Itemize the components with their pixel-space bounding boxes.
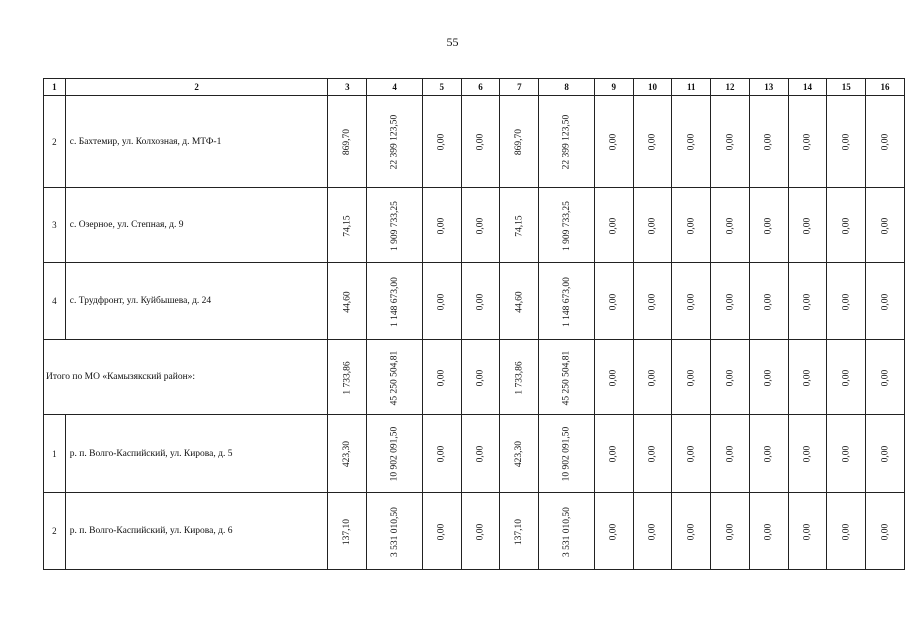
table-cell-value: 137,10 — [514, 518, 525, 545]
table-cell — [672, 96, 711, 188]
table-cell-value: 0,00 — [841, 217, 852, 234]
table-cell-value: 0,00 — [725, 217, 735, 234]
column-header: 6 — [461, 79, 500, 96]
column-header: 14 — [788, 79, 827, 96]
table-cell — [367, 188, 423, 263]
table-cell-value: 0,00 — [802, 217, 813, 234]
table-cell-value: 0,00 — [647, 523, 658, 540]
column-header: 2 — [65, 79, 328, 96]
table-cell — [633, 493, 672, 570]
table-cell-value: 0,00 — [436, 369, 447, 386]
table-cell-value: 0,00 — [763, 445, 774, 463]
table-cell — [827, 96, 866, 188]
table-cell — [866, 96, 905, 188]
column-header: 11 — [672, 79, 711, 96]
table-cell — [328, 188, 367, 263]
table-cell-value: 3 531 010,50 — [389, 506, 400, 557]
table-cell-value: 0,00 — [475, 293, 486, 310]
table-cell-value: 0,00 — [802, 523, 813, 540]
table-cell — [711, 493, 750, 570]
table-cell-value: 0,00 — [841, 133, 852, 151]
table-cell-value: 10 902 091,50 — [389, 426, 400, 482]
table-cell — [672, 415, 711, 493]
table-cell-value: 423,30 — [342, 440, 353, 468]
table-cell-value: 1 148 673,00 — [389, 276, 400, 327]
table-cell-value: 1 733,86 — [514, 360, 525, 395]
table-cell — [711, 340, 750, 415]
table-cell-value: 0,00 — [647, 293, 658, 310]
column-header: 7 — [500, 79, 539, 96]
table-cell-value: 0,00 — [763, 523, 774, 540]
table-cell — [422, 340, 461, 415]
table-cell — [788, 188, 827, 263]
table-cell-value: 1 909 733,25 — [389, 200, 400, 251]
table-cell — [788, 340, 827, 415]
table-cell-value: 869,70 — [342, 128, 353, 156]
table-cell-value: 0,00 — [647, 445, 658, 463]
table-cell-value: 0,00 — [802, 133, 813, 151]
table-cell — [594, 493, 633, 570]
table-cell-value: 0,00 — [686, 133, 697, 151]
table-cell-value: 0,00 — [686, 445, 697, 463]
table-cell-value: 0,00 — [647, 217, 658, 234]
table-cell — [749, 188, 788, 263]
table-cell — [749, 493, 788, 570]
table-cell-value: 45 250 504,81 — [561, 350, 572, 405]
table-cell — [866, 188, 905, 263]
table-cell — [827, 340, 866, 415]
table-cell-value: 137,10 — [342, 518, 353, 545]
table-cell — [633, 188, 672, 263]
table-cell-value: 0,00 — [686, 523, 697, 540]
table-cell — [367, 96, 423, 188]
table-cell — [866, 493, 905, 570]
address-cell: с. Трудфронт, ул. Куйбышева, д. 24 — [65, 263, 328, 340]
table-cell-value: 0,00 — [475, 523, 486, 540]
table-cell — [672, 188, 711, 263]
row-number: 2 — [44, 493, 66, 570]
table-cell-value: 1 909 733,25 — [561, 200, 572, 251]
table-cell-value: 0,00 — [608, 369, 619, 386]
table-cell — [672, 340, 711, 415]
table-cell — [422, 96, 461, 188]
table-cell — [500, 263, 539, 340]
table-cell — [788, 263, 827, 340]
table-cell-value: 0,00 — [725, 293, 735, 310]
table-cell — [788, 96, 827, 188]
table-cell-value: 0,00 — [436, 523, 447, 540]
table-cell — [633, 340, 672, 415]
column-header: 13 — [749, 79, 788, 96]
table-cell — [367, 340, 423, 415]
table-cell — [633, 415, 672, 493]
table-cell-value: 0,00 — [686, 293, 697, 310]
table-cell-value: 3 531 010,50 — [561, 506, 572, 557]
table-cell — [500, 188, 539, 263]
table-cell — [500, 493, 539, 570]
table-cell — [594, 415, 633, 493]
column-header: 5 — [422, 79, 461, 96]
table-cell — [633, 96, 672, 188]
table-cell — [539, 96, 595, 188]
table-cell — [500, 340, 539, 415]
table-cell-value: 45 250 504,81 — [389, 350, 400, 405]
table-cell-value: 0,00 — [880, 445, 891, 463]
table-cell-value: 10 902 091,50 — [561, 426, 572, 482]
table-cell-value: 0,00 — [608, 445, 619, 463]
table-cell — [749, 340, 788, 415]
table-cell-value: 0,00 — [608, 133, 619, 151]
table-cell-value: 423,30 — [514, 440, 525, 468]
table-cell — [594, 263, 633, 340]
column-header: 3 — [328, 79, 367, 96]
table-cell-value: 0,00 — [436, 133, 447, 151]
table-cell-value: 0,00 — [475, 369, 486, 386]
table-cell-value: 0,00 — [475, 445, 486, 463]
table-row — [44, 415, 905, 493]
table-cell-value: 1 733,86 — [342, 360, 353, 395]
table-cell-value: 0,00 — [647, 133, 658, 151]
table-cell-value: 0,00 — [608, 523, 619, 540]
table-cell-value: 869,70 — [514, 128, 525, 156]
address-cell: с. Бахтемир, ул. Колхозная, д. МТФ-1 — [65, 96, 328, 188]
table-cell-value: 74,15 — [342, 214, 353, 237]
table-cell-value: 0,00 — [763, 133, 774, 151]
table-cell — [461, 340, 500, 415]
table-cell-value: 22 399 123,50 — [561, 114, 572, 170]
table-cell — [539, 188, 595, 263]
total-row — [44, 340, 905, 415]
column-header: 4 — [367, 79, 423, 96]
data-table — [43, 78, 905, 570]
table-cell-value: 0,00 — [475, 217, 486, 234]
table-cell — [788, 493, 827, 570]
table-cell-value: 0,00 — [802, 445, 813, 463]
row-number: 4 — [44, 263, 66, 340]
table-cell — [328, 415, 367, 493]
table-cell — [367, 493, 423, 570]
table-cell — [367, 263, 423, 340]
table-cell — [422, 493, 461, 570]
table-cell — [539, 263, 595, 340]
column-header: 10 — [633, 79, 672, 96]
table-cell — [866, 340, 905, 415]
table-cell-value: 0,00 — [880, 133, 891, 151]
table-cell — [422, 263, 461, 340]
table-cell — [328, 263, 367, 340]
column-header: 8 — [539, 79, 595, 96]
table-cell — [500, 96, 539, 188]
table-cell-value: 0,00 — [647, 369, 658, 386]
table-cell — [827, 263, 866, 340]
table-cell — [328, 96, 367, 188]
table-cell — [461, 263, 500, 340]
table-cell — [539, 340, 595, 415]
table-cell-value: 0,00 — [763, 293, 774, 310]
table-cell — [422, 188, 461, 263]
table-cell — [788, 415, 827, 493]
table-cell — [594, 188, 633, 263]
table-cell — [461, 188, 500, 263]
table-cell-value: 0,00 — [880, 293, 891, 310]
table-cell-value: 0,00 — [436, 293, 447, 310]
table-cell — [422, 415, 461, 493]
table-row — [44, 493, 905, 570]
table-cell-value: 0,00 — [880, 523, 891, 540]
table-cell — [539, 415, 595, 493]
table-cell-value: 0,00 — [725, 445, 735, 463]
table-cell — [827, 415, 866, 493]
column-header: 12 — [711, 79, 750, 96]
table-cell — [539, 493, 595, 570]
table-cell-value: 0,00 — [436, 445, 447, 463]
table-cell-value: 0,00 — [802, 293, 813, 310]
table-cell-value: 0,00 — [763, 369, 774, 386]
table-cell — [749, 415, 788, 493]
table-cell-value: 0,00 — [725, 133, 735, 151]
column-header: 1 — [44, 79, 66, 96]
table-cell — [866, 415, 905, 493]
table-cell — [461, 493, 500, 570]
table-cell-value: 44,60 — [342, 290, 353, 313]
table-cell-value: 0,00 — [880, 217, 891, 234]
table-cell-value: 0,00 — [841, 523, 852, 540]
table-row — [44, 263, 905, 340]
table-cell-value: 0,00 — [763, 217, 774, 234]
page-number: 55 — [446, 35, 459, 49]
table-row — [44, 188, 905, 263]
table-cell — [827, 188, 866, 263]
column-header: 16 — [866, 79, 905, 96]
table-cell-value: 0,00 — [802, 369, 813, 386]
row-number: 2 — [44, 96, 66, 188]
table-cell — [328, 340, 367, 415]
row-number: 1 — [44, 415, 66, 493]
table-cell — [672, 263, 711, 340]
table-cell-value: 0,00 — [841, 369, 852, 386]
column-header: 9 — [594, 79, 633, 96]
table-cell — [672, 493, 711, 570]
table-cell — [711, 96, 750, 188]
total-label: Итого по МО «Камызякский район»: — [44, 340, 328, 415]
table-cell-value: 0,00 — [608, 217, 619, 234]
table-cell — [461, 415, 500, 493]
table-cell — [594, 340, 633, 415]
table-cell-value: 0,00 — [725, 523, 735, 540]
table-cell — [827, 493, 866, 570]
table-cell-value: 0,00 — [686, 217, 697, 234]
table-cell — [500, 415, 539, 493]
table-cell-value: 0,00 — [880, 369, 891, 386]
table-cell — [749, 263, 788, 340]
row-number: 3 — [44, 188, 66, 263]
table-cell — [461, 96, 500, 188]
address-cell: р. п. Волго-Каспийский, ул. Кирова, д. 5 — [65, 415, 328, 493]
address-cell: р. п. Волго-Каспийский, ул. Кирова, д. 6 — [65, 493, 328, 570]
table-cell — [594, 96, 633, 188]
table-cell-value: 0,00 — [841, 445, 852, 463]
column-header: 15 — [827, 79, 866, 96]
table-cell-value: 22 399 123,50 — [389, 114, 400, 170]
table-cell — [866, 263, 905, 340]
table-cell-value: 0,00 — [841, 293, 852, 310]
table-cell-value: 0,00 — [725, 369, 735, 386]
table-cell-value: 0,00 — [608, 293, 619, 310]
table-cell — [328, 493, 367, 570]
table-cell-value: 0,00 — [686, 369, 697, 386]
table-cell-value: 44,60 — [514, 290, 525, 313]
table-cell — [367, 415, 423, 493]
header-row — [44, 79, 905, 96]
table-cell — [633, 263, 672, 340]
table-cell — [711, 188, 750, 263]
table-cell-value: 74,15 — [514, 214, 525, 237]
table-cell-value: 0,00 — [436, 217, 447, 234]
table-cell-value: 0,00 — [475, 133, 486, 151]
table-cell-value: 1 148 673,00 — [561, 276, 572, 327]
table-cell — [749, 96, 788, 188]
table-row — [44, 96, 905, 188]
address-cell: с. Озерное, ул. Степная, д. 9 — [65, 188, 328, 263]
table-cell — [711, 415, 750, 493]
table-cell — [711, 263, 750, 340]
